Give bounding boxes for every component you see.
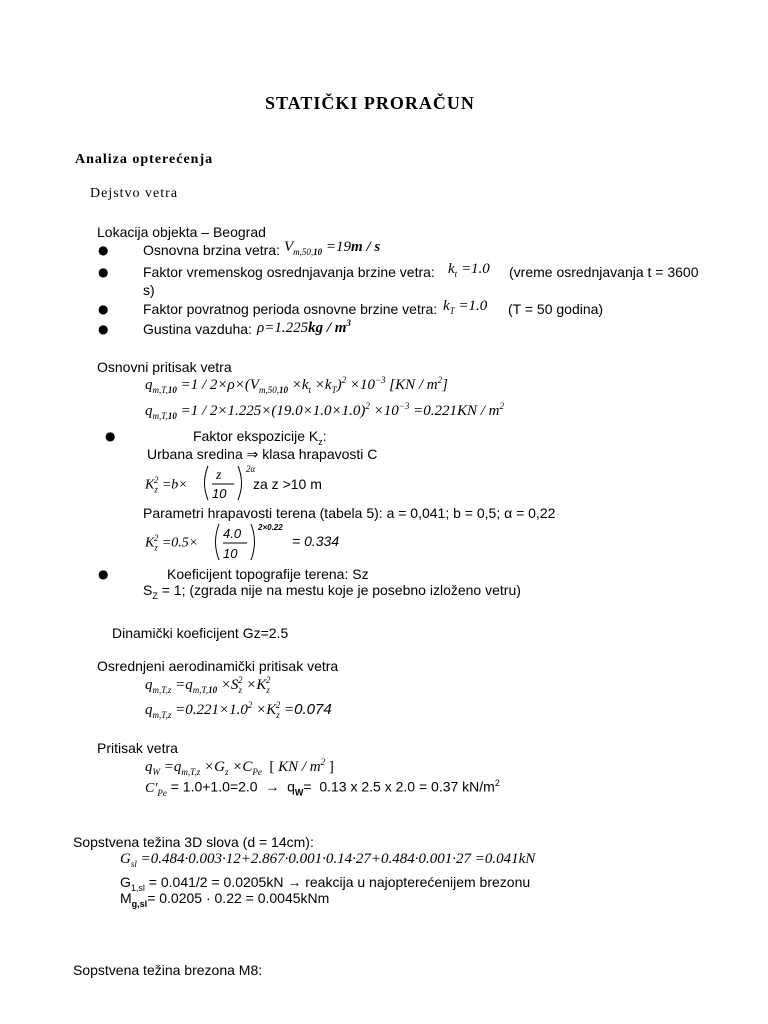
moment-equation: $M_{g,sl}= 0.0205 \cdot 0.22 = 0.0045kNm$ — [120, 890, 330, 909]
wind-pressure-result: $C'_{Pe} = 1.0+1.0=2.0 \to q_W= 0.13$ x 2.5 x 2.0 = 0.37 $kN/m^2$ — [145, 778, 500, 798]
svg-text:10: 10 — [212, 486, 227, 501]
reaction-equation: $G_{1,sl} = 0.041/2 = 0.0205kN$ → reakcija u najopterećenijem brezonu — [120, 874, 531, 893]
basic-wind-speed-formula: $V_{m,50,10} =19m / s$ — [284, 239, 381, 257]
basic-pressure-heading: Osnovni pritisak vetra — [97, 359, 232, 375]
self-weight-3d-heading: Sopstvena težina 3D slova (d = 14cm): — [73, 834, 314, 850]
dynamic-coefficient: Dinamički koeficijent Gz=2.5 — [112, 625, 289, 641]
fraction-parentheses — [200, 463, 260, 503]
document-page: STATIČKI PRORAČUN Analiza opterećenja Dejstvo vetra Lokacija objekta – Beograd ● Osnovna brzina vetra: $V_{m,50,10} =19m / s$ ● Faktor vremenskog osrednjavanja brzine vetra: $k_t =1.0$ (vreme osrednjavanja t = 3600 s) ● Faktor povratnog perioda osnovne brzine vetra: $k_T =1.0$ (T = 50 godina) ● Gustina vazduha: $\rho=1.225kg / m^3$ Osnovni pritisak vetra $q_{m,T,10} =1 / 2\times\rho\times(V_{m,50,10} \times k_t \times k_T)^2 \times 10^{-3}$ $[KN / m^2]$ $q_{m,T,10} =1 / 2\times 1.225\times(19.0\times 1.0\times 1.0)^2 \times 10^{-3} =0.221KN / m^2$ ● Faktor ekspozicije $K_z$: Urbana sredina ⇒ klasa hrapavosti C $K_z^2 =b\times$ z 10 2α za z >10 m Parametri hrapavosti terena (tabela 5): a = 0,041; b = 0,5; α = 0,22 $K_z^2 =0.5\times$ 4.0 10 2×0.22 = 0.334 ● Koeficijent topografije terena: Sz $S_Z = 1$; (zgrada nije na mestu koje je posebno izloženo vetru) Dinamički koeficijent Gz=2.5 Osrednjeni aerodinamički pritisak vetra $q_{m,T,z} =q_{m,T,10} \times S_z^2 \times K_z^2$ $q_{m,T,z} =0.221\times 1.0^2 \times K_z^2 =0.074$ Pritisak vetra $q_W =q_{m,T,z} \times G_z \times C_{Pe}$ [ KN / $m^2$ ] $C'_{Pe} = 1.0+1.0=2.0 \to q_W= 0.13$ x 2.5 x 2.0 = 0.37 $kN/m^2$ Sopstvena težina 3D slova (d = 14cm): $G_{sl} =0.484\cdot 0.003\cdot 12+2.867\cdot 0.001\cdot 0.14\cdot 27+0.484\cdot 0.001\cdot 27 =0.041kN$ $G_{1,sl} = 0.041/2 = 0.0205kN$ → reakcija u najopterećenijem brezonu $M_{g,sl}= 0.0205 \cdot 0.22 = 0.0045kNm$ Sopstvena težina brezona M8: — [73, 93, 699, 978]
fraction-parentheses — [211, 521, 283, 563]
return-period-note: (T = 50 godina) — [508, 301, 604, 317]
basic-wind-speed-label: Osnovna brzina vetra: — [143, 242, 280, 258]
time-averaging-note: (vreme osrednjavanja t = 3600 — [509, 264, 699, 280]
time-averaging-label: Faktor vremenskog osrednjavanja brzine vetra: — [143, 264, 435, 280]
topography-heading: Koeficijent topografije terena: Sz — [167, 566, 369, 582]
self-weight-3d-equation: $G_{sl} =0.484\cdot 0.003\cdot 12+2.867\cdot 0.001\cdot 0.14\cdot 27+0.484\cdot 0.001\cdot 27 =0.041kN$ — [120, 851, 536, 869]
page-title: STATIČKI PRORAČUN — [265, 93, 475, 113]
bullet-icon: ● — [98, 243, 109, 257]
svg-text:z: z — [216, 468, 222, 483]
urban-class-text: Urbana sredina ⇒ klasa hrapavosti C — [147, 446, 378, 462]
basic-pressure-equation: $q_{m,T,10} =1 / 2\times\rho\times(V_{m,50,10} \times k_t \times k_T)^2 \times 10^{-3}$ $[KN / m^2]$ — [145, 375, 448, 395]
bullet-icon: ● — [98, 265, 109, 279]
bullet-icon: ● — [98, 567, 109, 581]
return-period-formula: $k_T =1.0$ — [443, 298, 488, 316]
air-density-formula: $\rho=1.225kg / m^3$ — [257, 318, 351, 336]
svg-text:10: 10 — [223, 546, 238, 561]
subsection-heading: Dejstvo vetra — [90, 186, 179, 201]
basic-pressure-result: $q_{m,T,10} =1 / 2\times 1.225\times(19.0\times 1.0\times 1.0)^2 \times 10^{-3} =0.221KN / m^2$ — [145, 401, 504, 421]
svg-text:2α: 2α — [246, 464, 256, 474]
exposure-factor-heading: Faktor ekspozicije $K_z$: — [193, 428, 327, 447]
return-period-label: Faktor povratnog perioda osnovne brzine vetra: — [143, 301, 438, 317]
bullet-icon: ● — [105, 429, 116, 443]
avg-pressure-result: $q_{m,T,z} =0.221\times 1.0^2 \times K_z^2 =0.074$ — [145, 700, 332, 720]
bullet-icon: ● — [98, 302, 109, 316]
roughness-parameters: Parametri hrapavosti terena (tabela 5): a = 0,041; b = 0,5; α = 0,22 — [143, 505, 556, 521]
wind-pressure-heading: Pritisak vetra — [97, 740, 178, 756]
svg-text:4.0: 4.0 — [223, 526, 242, 541]
self-weight-bolt-heading: Sopstvena težina brezona M8: — [73, 962, 263, 978]
time-averaging-continuation: s) — [143, 282, 155, 298]
avg-pressure-equation: $q_{m,T,z} =q_{m,T,10} \times S_z^2 \times K_z^2$ — [145, 675, 271, 695]
svg-text:2×0.22: 2×0.22 — [258, 523, 283, 532]
section-heading: Analiza opterećenja — [75, 152, 214, 167]
location-text: Lokacija objekta – Beograd — [97, 224, 266, 240]
avg-pressure-heading: Osrednjeni aerodinamički pritisak vetra — [97, 658, 339, 674]
air-density-label: Gustina vazduha: — [143, 321, 252, 337]
kz-condition: za z >10 m — [253, 476, 322, 492]
topography-text: $S_Z = 1$; (zgrada nije na mestu koje je posebno izloženo vetru) — [143, 582, 521, 601]
wind-pressure-equation: $q_W =q_{m,T,z} \times G_z \times C_{Pe}$ [ KN / $m^2$ ] — [145, 757, 334, 777]
bullet-icon: ● — [98, 322, 109, 336]
time-averaging-formula: $k_t =1.0$ — [448, 261, 490, 279]
